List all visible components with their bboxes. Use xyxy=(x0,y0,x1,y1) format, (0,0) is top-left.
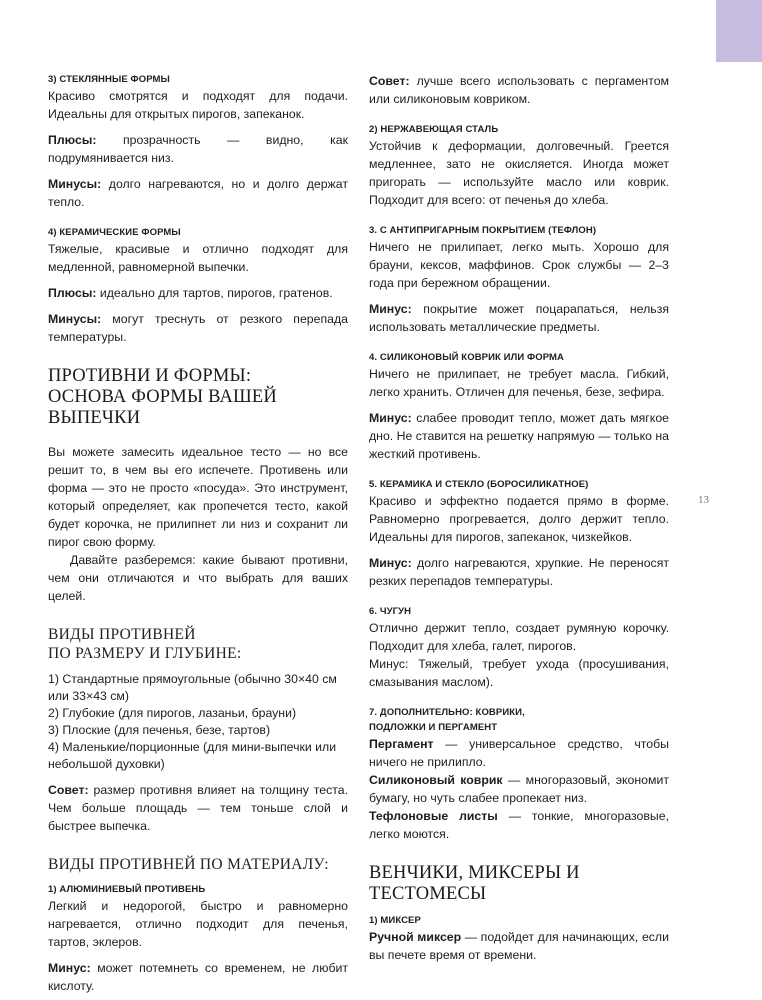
material-heading: ВИДЫ ПРОТИВНЕЙ ПО МАТЕРИАЛУ: xyxy=(48,856,329,873)
intro-paragraph-2: Давайте разберемся: какие бывают противни, чем они отличаются и что выбрать для ваших целей. xyxy=(48,553,348,603)
cast-iron-text: Отлично держит тепло, создает румяную корочку. Подходит для хлеба, галет, пирогов. xyxy=(369,621,669,653)
right-column xyxy=(369,72,669,964)
glass-forms-plus: Плюсы: прозрачность — видно, как подрумянивается низ. xyxy=(48,133,348,165)
parchment-text: Пергамент — универсальное средство, чтобы ничего не прилипло. xyxy=(369,737,670,769)
glass-forms-minus: Минусы: долго нагреваются, но и долго держат тепло. xyxy=(48,177,348,209)
ceramic-forms-text: Тяжелые, красивые и отлично подходят для медленной, равномерной выпечки. xyxy=(48,242,348,274)
extras-title: 7. ДОПОЛНИТЕЛЬНО: КОВРИКИ, ПОДЛОЖКИ И ПЕРГАМЕНТ xyxy=(369,707,525,733)
page-number: 13 xyxy=(698,494,709,506)
left-column xyxy=(48,72,348,995)
ceramic-forms-title: 4) КЕРАМИЧЕСКИЕ ФОРМЫ xyxy=(48,227,181,238)
steel-text: Устойчив к деформации, долговечный. Греется медленнее, зато не окисляется. Иногда может пригорать — используйте масло или коврик. Подходит для всего: от печенья до хлеба. xyxy=(369,139,669,207)
size-list xyxy=(48,671,348,773)
glass-forms-title: 3) СТЕКЛЯННЫЕ ФОРМЫ xyxy=(48,74,170,85)
ceramic-forms-minus: Минусы: могут треснуть от резкого перепада температуры. xyxy=(48,312,348,344)
size-heading: ВИДЫ ПРОТИВНЕЙ ПО РАЗМЕРУ И ГЛУБИНЕ: xyxy=(48,626,242,662)
page-corner-tab xyxy=(716,0,762,62)
aluminium-minus: Минус: может потемнеть со временем, не любит кислоту. xyxy=(48,961,348,993)
silicone-title: 4. СИЛИКОНОВЫЙ КОВРИК ИЛИ ФОРМА xyxy=(369,352,565,363)
mixers-heading: ВЕНЧИКИ, МИКСЕРЫ И ТЕСТОМЕСЫ xyxy=(369,863,580,904)
list-item: 4) Маленькие/порционные (для мини-выпечки или небольшой духовки) xyxy=(48,740,337,771)
silicone-text: Ничего не прилипает, не требует масла. Гибкий, легко хранить. Отличен для печенья, безе, зефира. xyxy=(369,367,669,399)
size-tip: Совет: размер противня влияет на толщину теста. Чем больше площадь — тем тоньше слой и быстрее выпечка. xyxy=(48,783,348,833)
section-heading: ПРОТИВНИ И ФОРМЫ: ОСНОВА ФОРМЫ ВАШЕЙ ВЫПЕЧКИ xyxy=(48,366,277,428)
steel-title: 2) НЕРЖАВЕЮЩАЯ СТАЛЬ xyxy=(369,124,499,135)
hand-mixer-text: Ручной миксер — подойдет для начинающих, если вы печете время от времени. xyxy=(369,930,669,962)
list-item: 2) Глубокие (для пирогов, лазаньи, брауни) xyxy=(48,706,297,720)
aluminium-title: 1) АЛЮМИНИЕВЫЙ ПРОТИВЕНЬ xyxy=(48,884,206,895)
teflon-text: Ничего не прилипает, легко мыть. Хорошо для брауни, кексов, маффинов. Срок службы — 2–3 года при бережном обращении. xyxy=(369,240,669,290)
ceramic-glass-minus: Минус: долго нагреваются, хрупкие. Не переносят резких перепадов температуры. xyxy=(369,556,670,588)
aluminium-text: Легкий и недорогой, быстро и равномерно нагревается, отлично подходит для печенья, тартов, эклеров. xyxy=(48,899,348,949)
ceramic-forms-plus: Плюсы: идеально для тартов, пирогов, гратенов. xyxy=(48,286,333,300)
teflon-minus: Минус: покрытие может поцарапаться, нельзя использовать металлические предметы. xyxy=(369,302,669,334)
mixer-subtitle: 1) МИКСЕР xyxy=(369,915,421,926)
list-item: 3) Плоские (для печенья, безе, тартов) xyxy=(48,723,271,737)
teflon-sheets-text: Тефлоновые листы — тонкие, многоразовые, легко моются. xyxy=(369,809,670,841)
ceramic-glass-title: 5. КЕРАМИКА И СТЕКЛО (БОРОСИЛИКАТНОЕ) xyxy=(369,479,589,490)
teflon-title: 3. С АНТИПРИГАРНЫМ ПОКРЫТИЕМ (ТЕФЛОН) xyxy=(369,225,597,236)
glass-forms-text: Красиво смотрятся и подходят для подачи. Идеальны для открытых пирогов, запеканок. xyxy=(48,89,348,121)
list-item: 1) Стандартные прямоугольные (обычно 30×40 см или 33×43 см) xyxy=(48,672,337,703)
ceramic-glass-text: Красиво и эффектно подается прямо в форме. Равномерно прогревается, долго держит тепло. Идеальны для пирогов, запеканок, чизкейков. xyxy=(369,494,669,544)
intro-paragraph-1: Вы можете замесить идеальное тесто — но все решит то, в чем вы его испечете. Противень или форма — это не просто «посуда». Это инструмент, который определяет, как пропечется тесто, какой будет корочка, не прилипнет ли низ и сохранит ли пирог свою форму. xyxy=(48,445,348,549)
aluminium-tip: Совет: лучше всего использовать с пергаментом или силиконовым ковриком. xyxy=(369,74,669,106)
silicone-minus: Минус: слабее проводит тепло, может дать мягкое дно. Не ставится на решетку напрямую — только на жесткий противень. xyxy=(369,411,669,461)
cast-iron-minus: Минус: Тяжелый, требует ухода (просушивания, смазывания маслом). xyxy=(369,657,669,689)
silicone-mat-text: Силиконовый коврик — многоразовый, экономит бумагу, но чуть слабее пропекает низ. xyxy=(369,773,669,805)
cast-iron-title: 6. ЧУГУН xyxy=(369,606,412,617)
